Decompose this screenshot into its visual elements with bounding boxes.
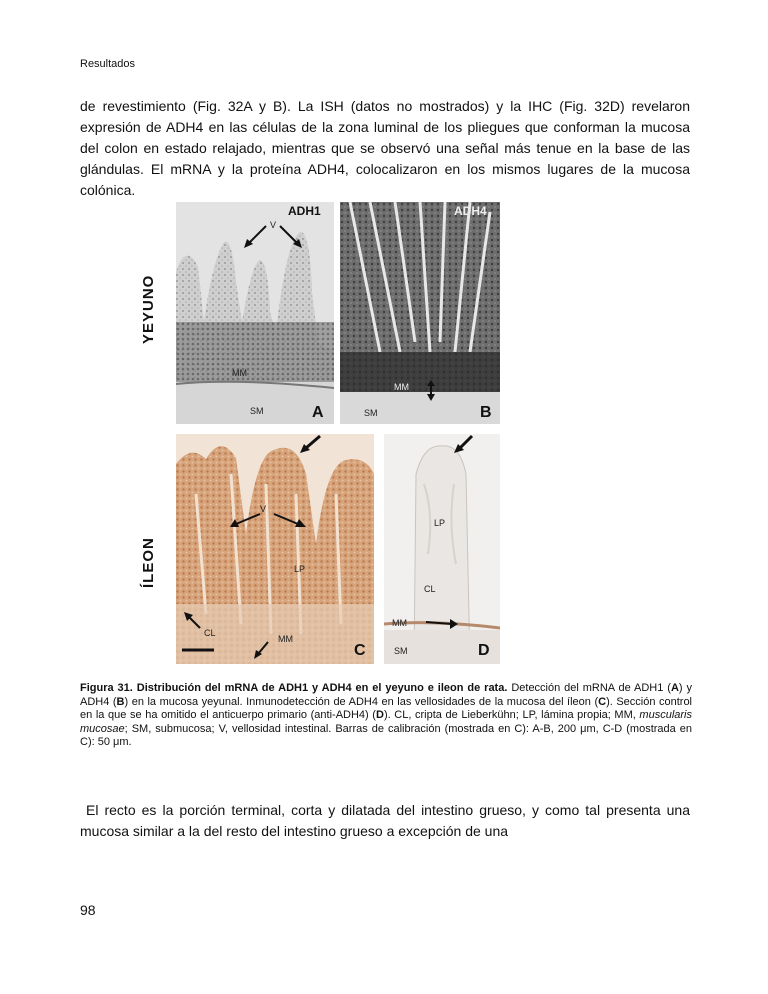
caption-text-5: ). CL, cripta de Lieberkühn; LP, lámina propia; MM, xyxy=(383,709,640,721)
panel-c-label-cl: CL xyxy=(204,628,216,638)
caption-ref-a: A xyxy=(670,682,679,694)
row-label-yeyuno: YEYUNO xyxy=(140,274,157,344)
panel-d-mm-arrow xyxy=(424,616,460,630)
figure-31 xyxy=(130,196,510,674)
panel-b-label-sm: SM xyxy=(364,408,378,418)
panel-c-label-lp: LP xyxy=(294,564,306,574)
panel-b-tag: ADH4 xyxy=(454,204,487,218)
caption-text-6: ; SM, submucosa; V, vellosidad intestinal. Barras de calibración (mostrada en C): A-B, 200 μm, C-D (mostrada en C): 50 μm. xyxy=(80,722,692,748)
body-paragraph-1: de revestimiento (Fig. 32A y B). La ISH (datos no mostrados) y la IHC (Fig. 32D) revelaron expresión de ADH4 en las células de la zona luminal de los pliegues que conforman la mucosa del colon en estado relajado, mientras que se observó una señal más tenue en la base de las glándulas. El mRNA y la proteína ADH4, colocalizaron en los mismos lugares de la mucosa colónica. xyxy=(80,98,690,198)
panel-b-arrow xyxy=(424,380,438,402)
panel-a-label-mm: MM xyxy=(232,368,247,378)
panel-d-letter: D xyxy=(478,642,490,659)
caption-ref-b: B xyxy=(116,695,125,708)
panel-d-label-lp: LP xyxy=(434,518,446,528)
panel-a-label-v: V xyxy=(270,220,277,230)
running-header: Resultados xyxy=(80,58,136,70)
panel-c-cl-arrow xyxy=(182,612,204,632)
panel-c-mm-arrow xyxy=(252,640,272,660)
panel-a-letter: A xyxy=(312,404,324,421)
panel-b-letter: B xyxy=(480,404,492,421)
panel-d-top-arrow xyxy=(450,434,476,456)
panel-c-top-arrow xyxy=(296,434,326,456)
panel-d-label-sm: SM xyxy=(394,646,408,656)
panel-a-micrograph xyxy=(176,202,334,424)
caption-italic-term: muscularis mucosae xyxy=(80,709,692,735)
caption-text-2: ) y ADH4 ( xyxy=(80,682,692,708)
panel-b-label-mm: MM xyxy=(394,382,409,392)
panel-c-letter: C xyxy=(354,642,366,659)
panel-c-label-v: V xyxy=(260,504,267,514)
panel-c-label-mm: MM xyxy=(278,634,293,644)
panel-b-image xyxy=(340,202,500,424)
panel-a-tag: ADH1 xyxy=(288,204,321,218)
panel-c-micrograph xyxy=(176,434,374,664)
panel-d-label-cl: CL xyxy=(424,584,436,594)
figure-caption xyxy=(80,682,692,750)
panel-d-micrograph xyxy=(384,434,500,664)
panel-c-v-arrows xyxy=(226,508,310,532)
caption-title: Figura 31. Distribución del mRNA de ADH1 y ADH4 en el yeyuno e ileon de rata. xyxy=(80,682,508,694)
page-number: 98 xyxy=(80,902,96,918)
caption-ref-c: C xyxy=(598,695,607,708)
caption-text-4: ). Sección control en la que se ha omitido el anticuerpo primario (anti-ADH4) ( xyxy=(80,695,693,721)
caption-text-1: Detección del mRNA de ADH1 ( xyxy=(507,682,671,694)
panel-a-arrows xyxy=(236,220,316,250)
caption-text-3: ) en la mucosa yeyunal. Inmunodetección de ADH4 en las vellosidades de la mucosa del íleon ( xyxy=(124,695,599,708)
panel-a-label-sm: SM xyxy=(250,406,264,416)
body-paragraph-2: El recto es la porción terminal, corta y dilatada del intestino grueso, y como tal presenta una mucosa similar a la del resto del intestino grueso a excepción de una xyxy=(80,802,690,839)
panel-b-micrograph xyxy=(340,202,500,424)
panel-d-label-mm: MM xyxy=(392,618,407,628)
caption-ref-d: D xyxy=(375,709,384,721)
row-label-ileon: ÍLEON xyxy=(140,537,157,588)
